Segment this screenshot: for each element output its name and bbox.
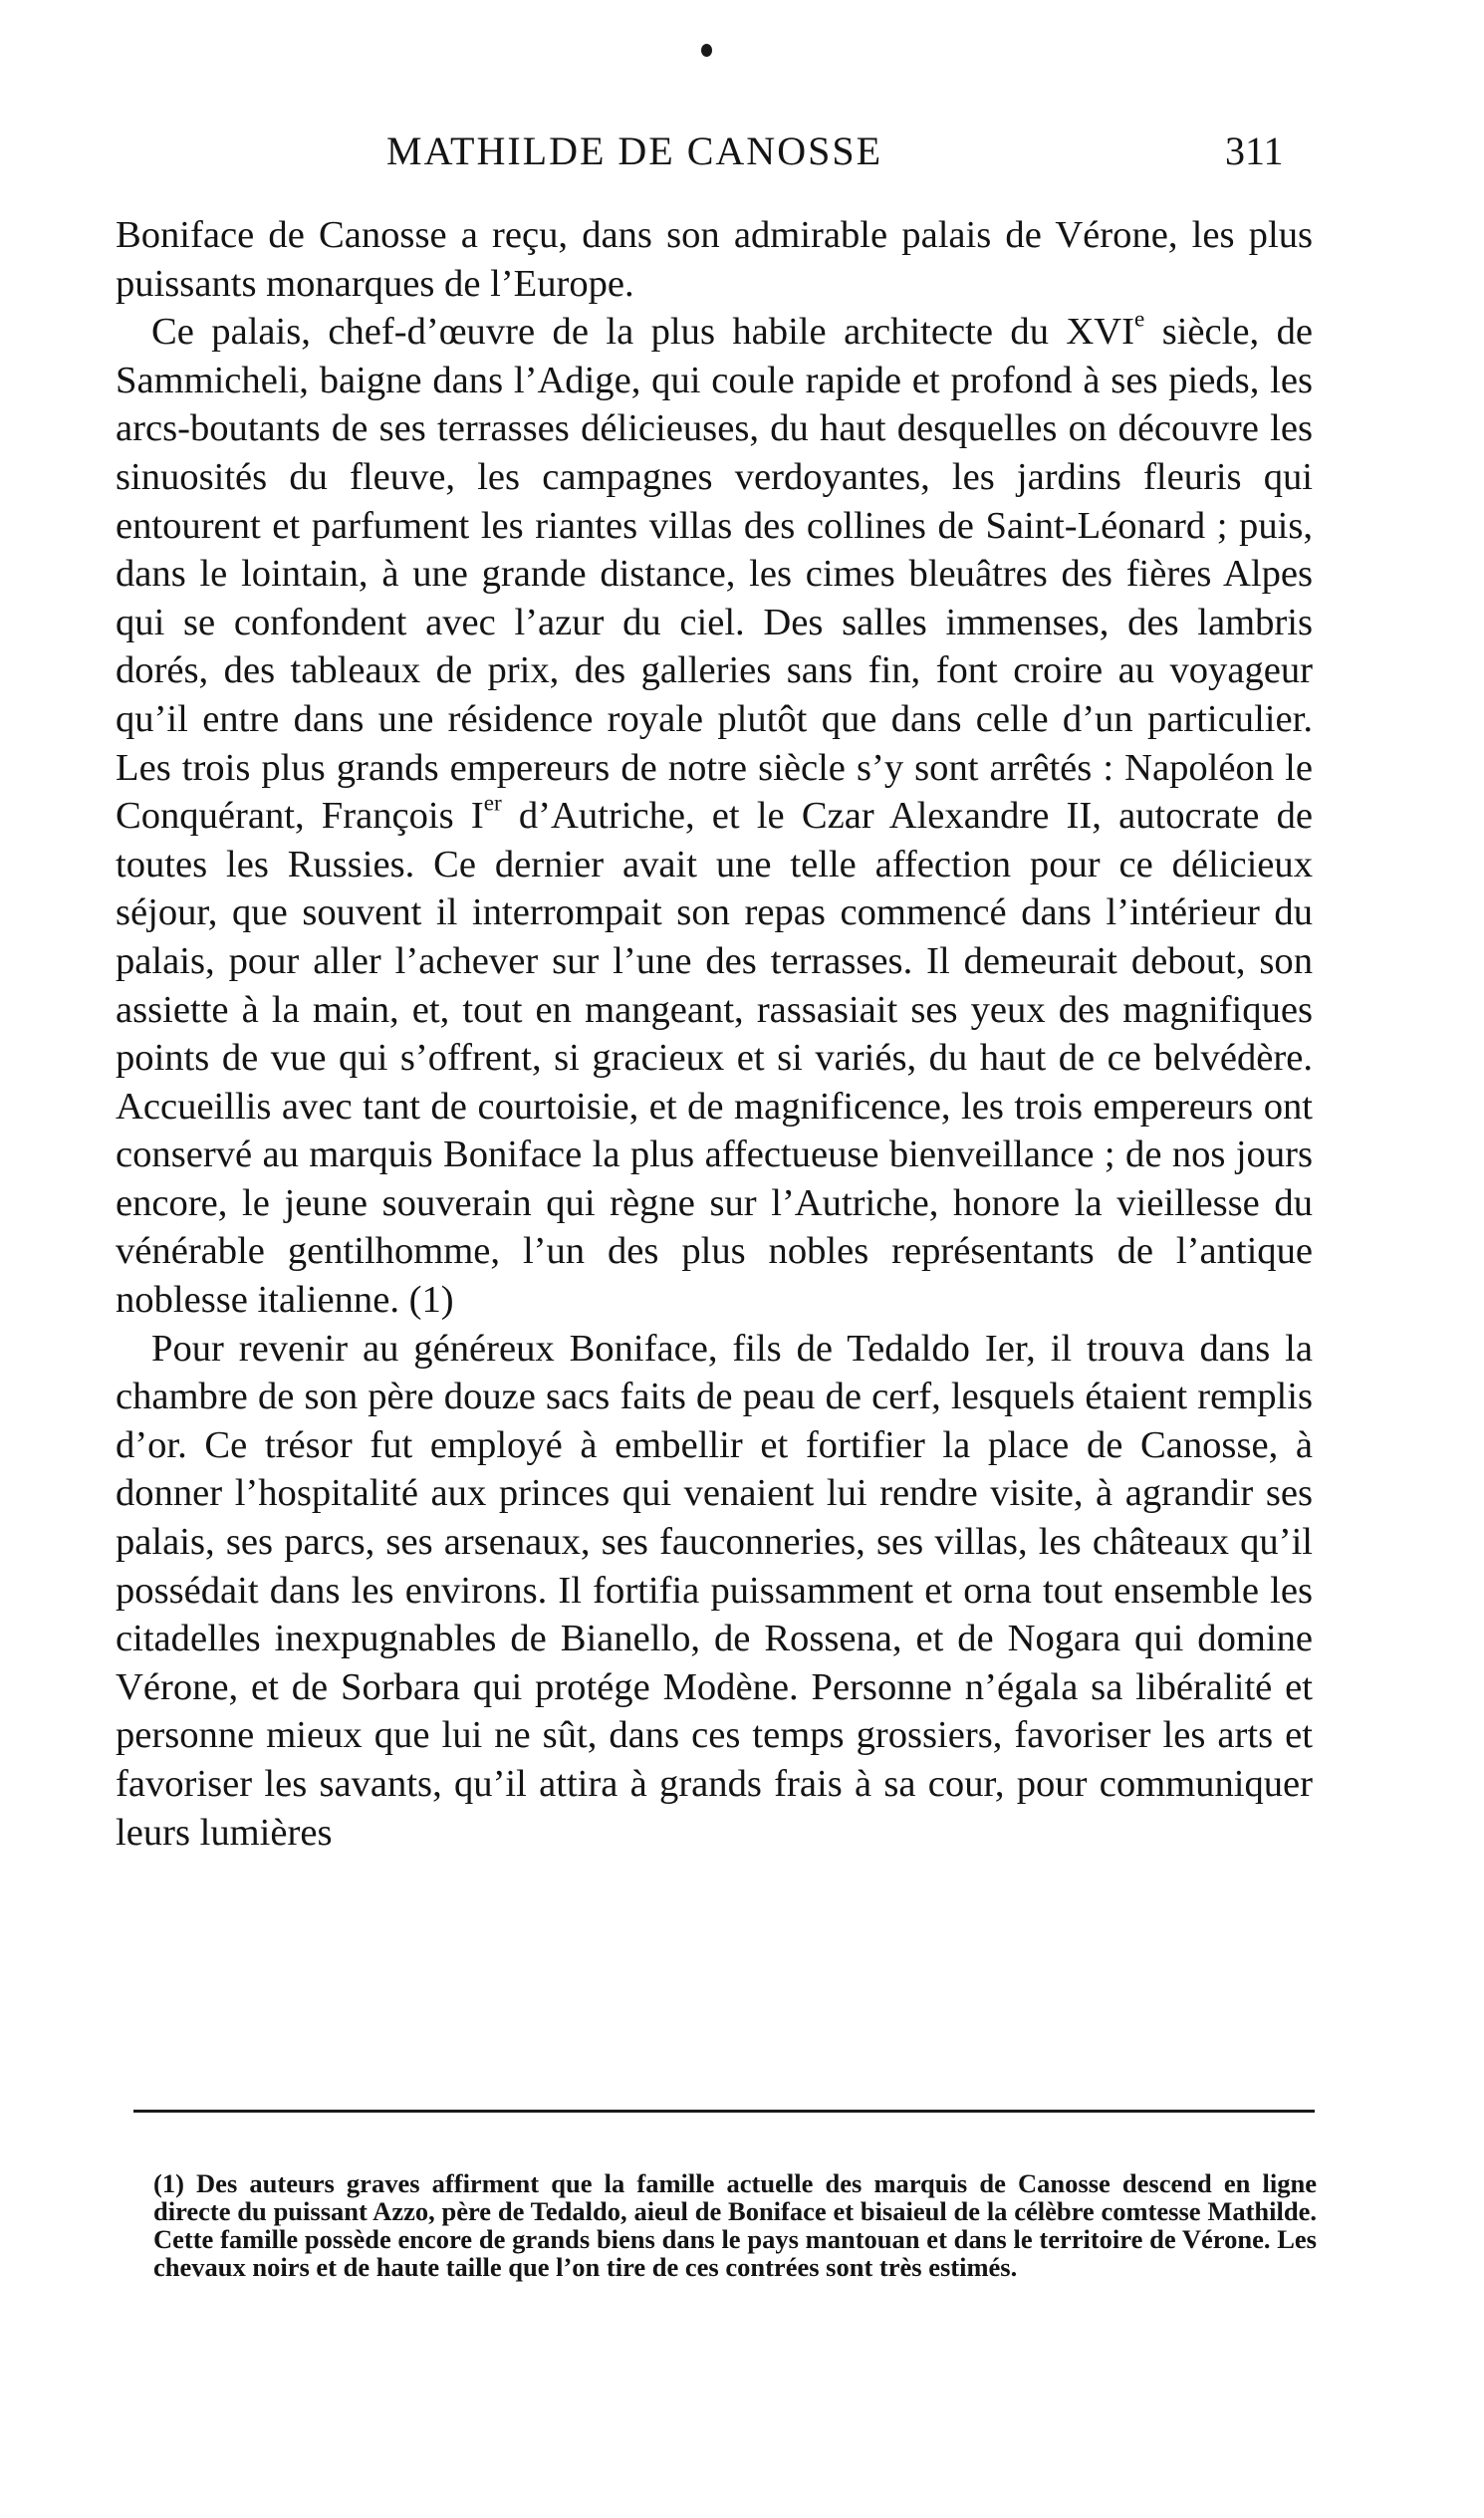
paragraph-1: Boniface de Canosse a reçu, dans son admirable palais de Vérone, les plus puissants monarques de l’Europe. [116, 214, 1313, 305]
paragraph-2-part-a: Ce palais, chef-d’œuvre de la plus habile architecte du XVI [151, 311, 1134, 354]
footnote-reference: (1) [408, 1279, 454, 1322]
footnote [153, 2169, 1317, 2281]
paragraph-2-part-b: siècle, de Sammicheli, baigne dans l’Adige, qui coule rapide et profond à ses pieds, les arcs-boutants de ses terrasses délicieuses, du haut desquelles on découvre les sinuosités du fleuve, les campagnes verdoyantes, les jardins fleuris qui entourent et parfument les riantes villas des collines de Saint-Léonard ; puis, dans le lointain, à une grande distance, les cimes bleuâtres des fières Alpes qui se confondent avec l’azur du ciel. Des salles immenses, des lambris dorés, des tableaux de prix, des galleries sans fin, font croire au voyageur qu’il entre dans une résidence royale plutôt que dans celle d’un particulier. Les trois plus grands empereurs de notre siècle s’y sont arrêtés : Napoléon le Conquérant, François I [116, 311, 1313, 838]
footnote-text: (1) Des auteurs graves affirment que la famille actuelle des marquis de Canosse descend en ligne directe du puissant Azzo, père de Tedaldo, aieul de Boniface et bisaieul de la célèbre comtesse Mathilde. Cette famille possède encore de grands biens dans le pays mantouan et dans le territoire de Vérone. Les chevaux noirs et de haute taille que l’on tire de ces contrées sont très estimés. [153, 2168, 1317, 2282]
superscript-century: e [1133, 306, 1145, 333]
footnote-rule [133, 2110, 1315, 2113]
running-head [0, 127, 1484, 187]
paragraph-2 [116, 308, 1313, 1324]
paragraph-3: Pour revenir au généreux Boniface, fils de Tedaldo Ier, il trouva dans la chambre de son père douze sacs faits de peau de cerf, lesquels étaient remplis d’or. Ce trésor fut employé à embellir et fortifier la place de Canosse, à donner l’hospitalité aux princes qui venaient lui rendre visite, à agrandir ses palais, ses parcs, ses arsenaux, ses fauconneries, ses villas, les châteaux qu’il possédait dans les environs. Il fortifia puissamment et orna tout ensemble les citadelles inexpugnables de Bianello, de Rossena, et de Nogara qui domine Vérone, et de Sorbara qui protége Modène. Personne n’égala sa libéralité et personne mieux que lui ne sût, dans ces temps grossiers, favoriser les arts et favoriser les savants, qu’il attira à grands frais à sa cour, pour communiquer leurs lumières [116, 1327, 1313, 1854]
body-text [116, 211, 1313, 1857]
page-number: 311 [1225, 128, 1284, 173]
superscript-ordinal: er [483, 790, 502, 817]
running-title: MATHILDE DE CANOSSE [386, 128, 882, 173]
paragraph-2-part-c: d’Autriche, et le Czar Alexandre II, autocrate de toutes les Russies. Ce dernier avait une telle affection pour ce délicieux séjour, que souvent il interrompait son repas commencé dans l’intérieur du palais, pour aller l’achever sur l’une des terrasses. Il demeurait debout, son assiette à la main, et, tout en mangeant, rassasiait ses yeux des magnifiques points de vue qui s’offrent, si gracieux et si variés, du haut de ce belvédère. Accueillis avec tant de courtoisie, et de magnificence, les trois empereurs ont conservé au marquis Boniface la plus affectueuse bienveillance ; de nos jours encore, le jeune souverain qui règne sur l’Autriche, honore la vieillesse du vénérable gentilhomme, l’un des plus nobles représentants de l’antique noblesse italienne. [116, 795, 1314, 1322]
ink-dot-mark [701, 44, 712, 57]
